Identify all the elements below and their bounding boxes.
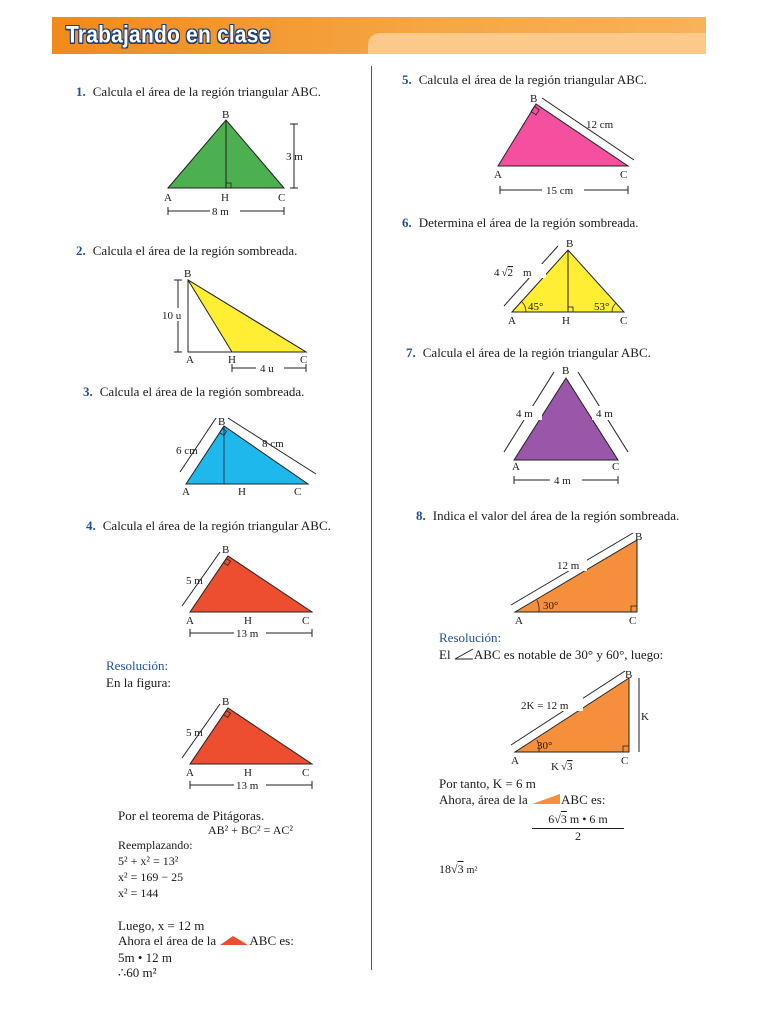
step-1: 5² + x² = 13² (118, 854, 179, 868)
label-ab: 12 m (557, 560, 580, 572)
label-base: K √3 (551, 761, 573, 773)
label-ab: 5 m (186, 575, 203, 587)
page-title: Trabajando en clase (66, 22, 271, 49)
label-c: C (629, 615, 637, 626)
figure-q4-triangle (172, 540, 322, 642)
triangle-abc (498, 104, 628, 166)
step-3: x² = 144 (118, 886, 159, 900)
label-bc: 12 cm (586, 119, 614, 131)
label-base: 15 cm (546, 185, 574, 197)
label-c: C (278, 192, 286, 204)
label-a: A (164, 192, 172, 204)
label-base: 4 m (554, 475, 571, 487)
question-text: Calcula el área de la región triangular ABC. (102, 518, 331, 533)
question-7 (406, 345, 651, 361)
label-angle-c: 53° (594, 301, 610, 313)
question-1 (76, 84, 321, 100)
label-height: 3 m (286, 151, 303, 163)
figure-q5-triangle (490, 90, 645, 202)
shaded-triangle (515, 540, 637, 612)
label-angle-a: 45° (528, 301, 544, 313)
label-h: H (244, 615, 252, 627)
figure-q6-triangle (490, 236, 645, 330)
question-text: Calcula el área de la región triangular ABC. (92, 84, 321, 99)
label-a: A (182, 486, 190, 498)
label-ab: 5 m (186, 727, 203, 739)
label-angle: 30° (537, 740, 553, 752)
question-text: Calcula el área de la región triangular ABC. (418, 72, 647, 87)
triangle-abc (190, 556, 312, 612)
question-text: Calcula el área de la región sombreada. (99, 384, 305, 399)
label-a: A (511, 755, 519, 767)
question-number: 7. (406, 345, 416, 360)
figure-q1-triangle (160, 108, 320, 223)
therefore-k: Por tanto, K = 6 m (439, 776, 536, 791)
question-text: Calcula el área de la región triangular ABC. (422, 345, 651, 360)
label-a: A (494, 169, 502, 181)
label-b: B (184, 268, 192, 280)
label-c: C (621, 755, 629, 767)
label-h: H (562, 315, 570, 327)
label-h: H (228, 354, 236, 366)
header-decoration (368, 33, 706, 54)
figure-q3-triangle (170, 410, 325, 502)
resolution-heading: Resolución: (439, 630, 502, 645)
question-number: 2. (76, 243, 86, 258)
label-a: A (508, 315, 516, 327)
label-ab: 4 √2 m (494, 267, 532, 279)
label-c: C (302, 615, 310, 627)
triangle-icon (531, 793, 561, 805)
question-number: 5. (402, 72, 412, 87)
question-number: 3. (83, 384, 93, 399)
label-base: 8 m (212, 206, 229, 218)
theorem-text: Por el teorema de Pitágoras. (118, 808, 265, 823)
label-b: B (530, 93, 538, 105)
question-6 (402, 215, 639, 231)
label-b: B (222, 544, 230, 556)
label-b: B (625, 669, 633, 681)
label-h: H (221, 192, 229, 204)
figure-q8-solution-triangle (505, 668, 665, 776)
label-ab: 4 m (516, 408, 533, 420)
label-b: B (562, 365, 570, 377)
figure-q7-triangle (498, 362, 638, 490)
label-h: H (244, 767, 252, 779)
area-result: 18√3 m² (439, 862, 478, 876)
triangle-abc (190, 708, 312, 764)
triangle-icon (219, 934, 249, 946)
question-5 (402, 72, 647, 88)
label-c: C (620, 169, 628, 181)
label-angle: 30° (543, 600, 559, 612)
fraction-numerator: 6√3 m • 6 m (532, 812, 624, 829)
question-2 (76, 243, 297, 259)
label-b: B (222, 696, 230, 708)
pythagoras-formula: AB² + BC² = AC² (208, 823, 294, 837)
resolution-intro: En la figura: (106, 675, 171, 690)
question-number: 4. (86, 518, 96, 533)
then-x: Luego, x = 12 m (118, 918, 205, 933)
figure-q8-triangle (505, 528, 655, 626)
question-3 (83, 384, 304, 400)
question-8 (416, 508, 679, 524)
question-text: Indica el valor del área de la región sombreada. (432, 508, 680, 523)
question-number: 1. (76, 84, 86, 99)
label-c: C (300, 354, 308, 366)
label-bc: K (641, 711, 649, 723)
label-height: 10 u (162, 310, 182, 322)
label-b: B (222, 109, 230, 121)
label-c: C (294, 486, 302, 498)
label-b: B (635, 531, 643, 543)
label-c: C (302, 767, 310, 779)
replacing-label: Reemplazando: (118, 838, 193, 852)
label-base: 13 m (236, 628, 259, 640)
question-text: Determina el área de la región sombreada. (418, 215, 639, 230)
notable-statement: El ABC es notable de 30° y 60°, luego: (439, 647, 664, 662)
fraction-denominator: 2 (575, 829, 581, 843)
figure-q4-solution-triangle (172, 692, 322, 794)
area-statement: Ahora el área de la ABC es: (118, 933, 294, 948)
resolution-heading: Resolución: (106, 658, 169, 673)
area-product: 5m • 12 m (118, 950, 173, 965)
label-bc: 8 cm (262, 438, 284, 450)
label-a: A (515, 615, 523, 626)
label-c: C (612, 461, 620, 473)
triangle-symbol-icon (454, 648, 474, 660)
question-number: 8. (416, 508, 426, 523)
area-result: ∴60 m² (118, 965, 157, 980)
label-a: A (512, 461, 520, 473)
label-ab: 6 cm (176, 445, 198, 457)
label-a: A (186, 354, 194, 366)
label-a: A (186, 767, 194, 779)
label-h: H (238, 486, 246, 498)
question-text: Calcula el área de la región sombreada. (92, 243, 298, 258)
question-number: 6. (402, 215, 412, 230)
label-b: B (566, 238, 574, 250)
label-ab: 2K = 12 m (521, 700, 569, 712)
column-divider (371, 66, 372, 970)
label-bc: 4 m (596, 408, 613, 420)
label-c: C (620, 315, 628, 327)
label-a: A (186, 615, 194, 627)
label-base: 4 u (260, 363, 274, 375)
step-2: x² = 169 − 25 (118, 870, 184, 884)
triangle-abc (515, 678, 629, 752)
figure-q2-triangle (158, 266, 318, 378)
label-base: 13 m (236, 780, 259, 792)
area-fraction (532, 812, 624, 844)
label-b: B (218, 416, 226, 428)
area-statement: Ahora, área de la ABC es: (439, 792, 606, 807)
question-4 (86, 518, 331, 534)
